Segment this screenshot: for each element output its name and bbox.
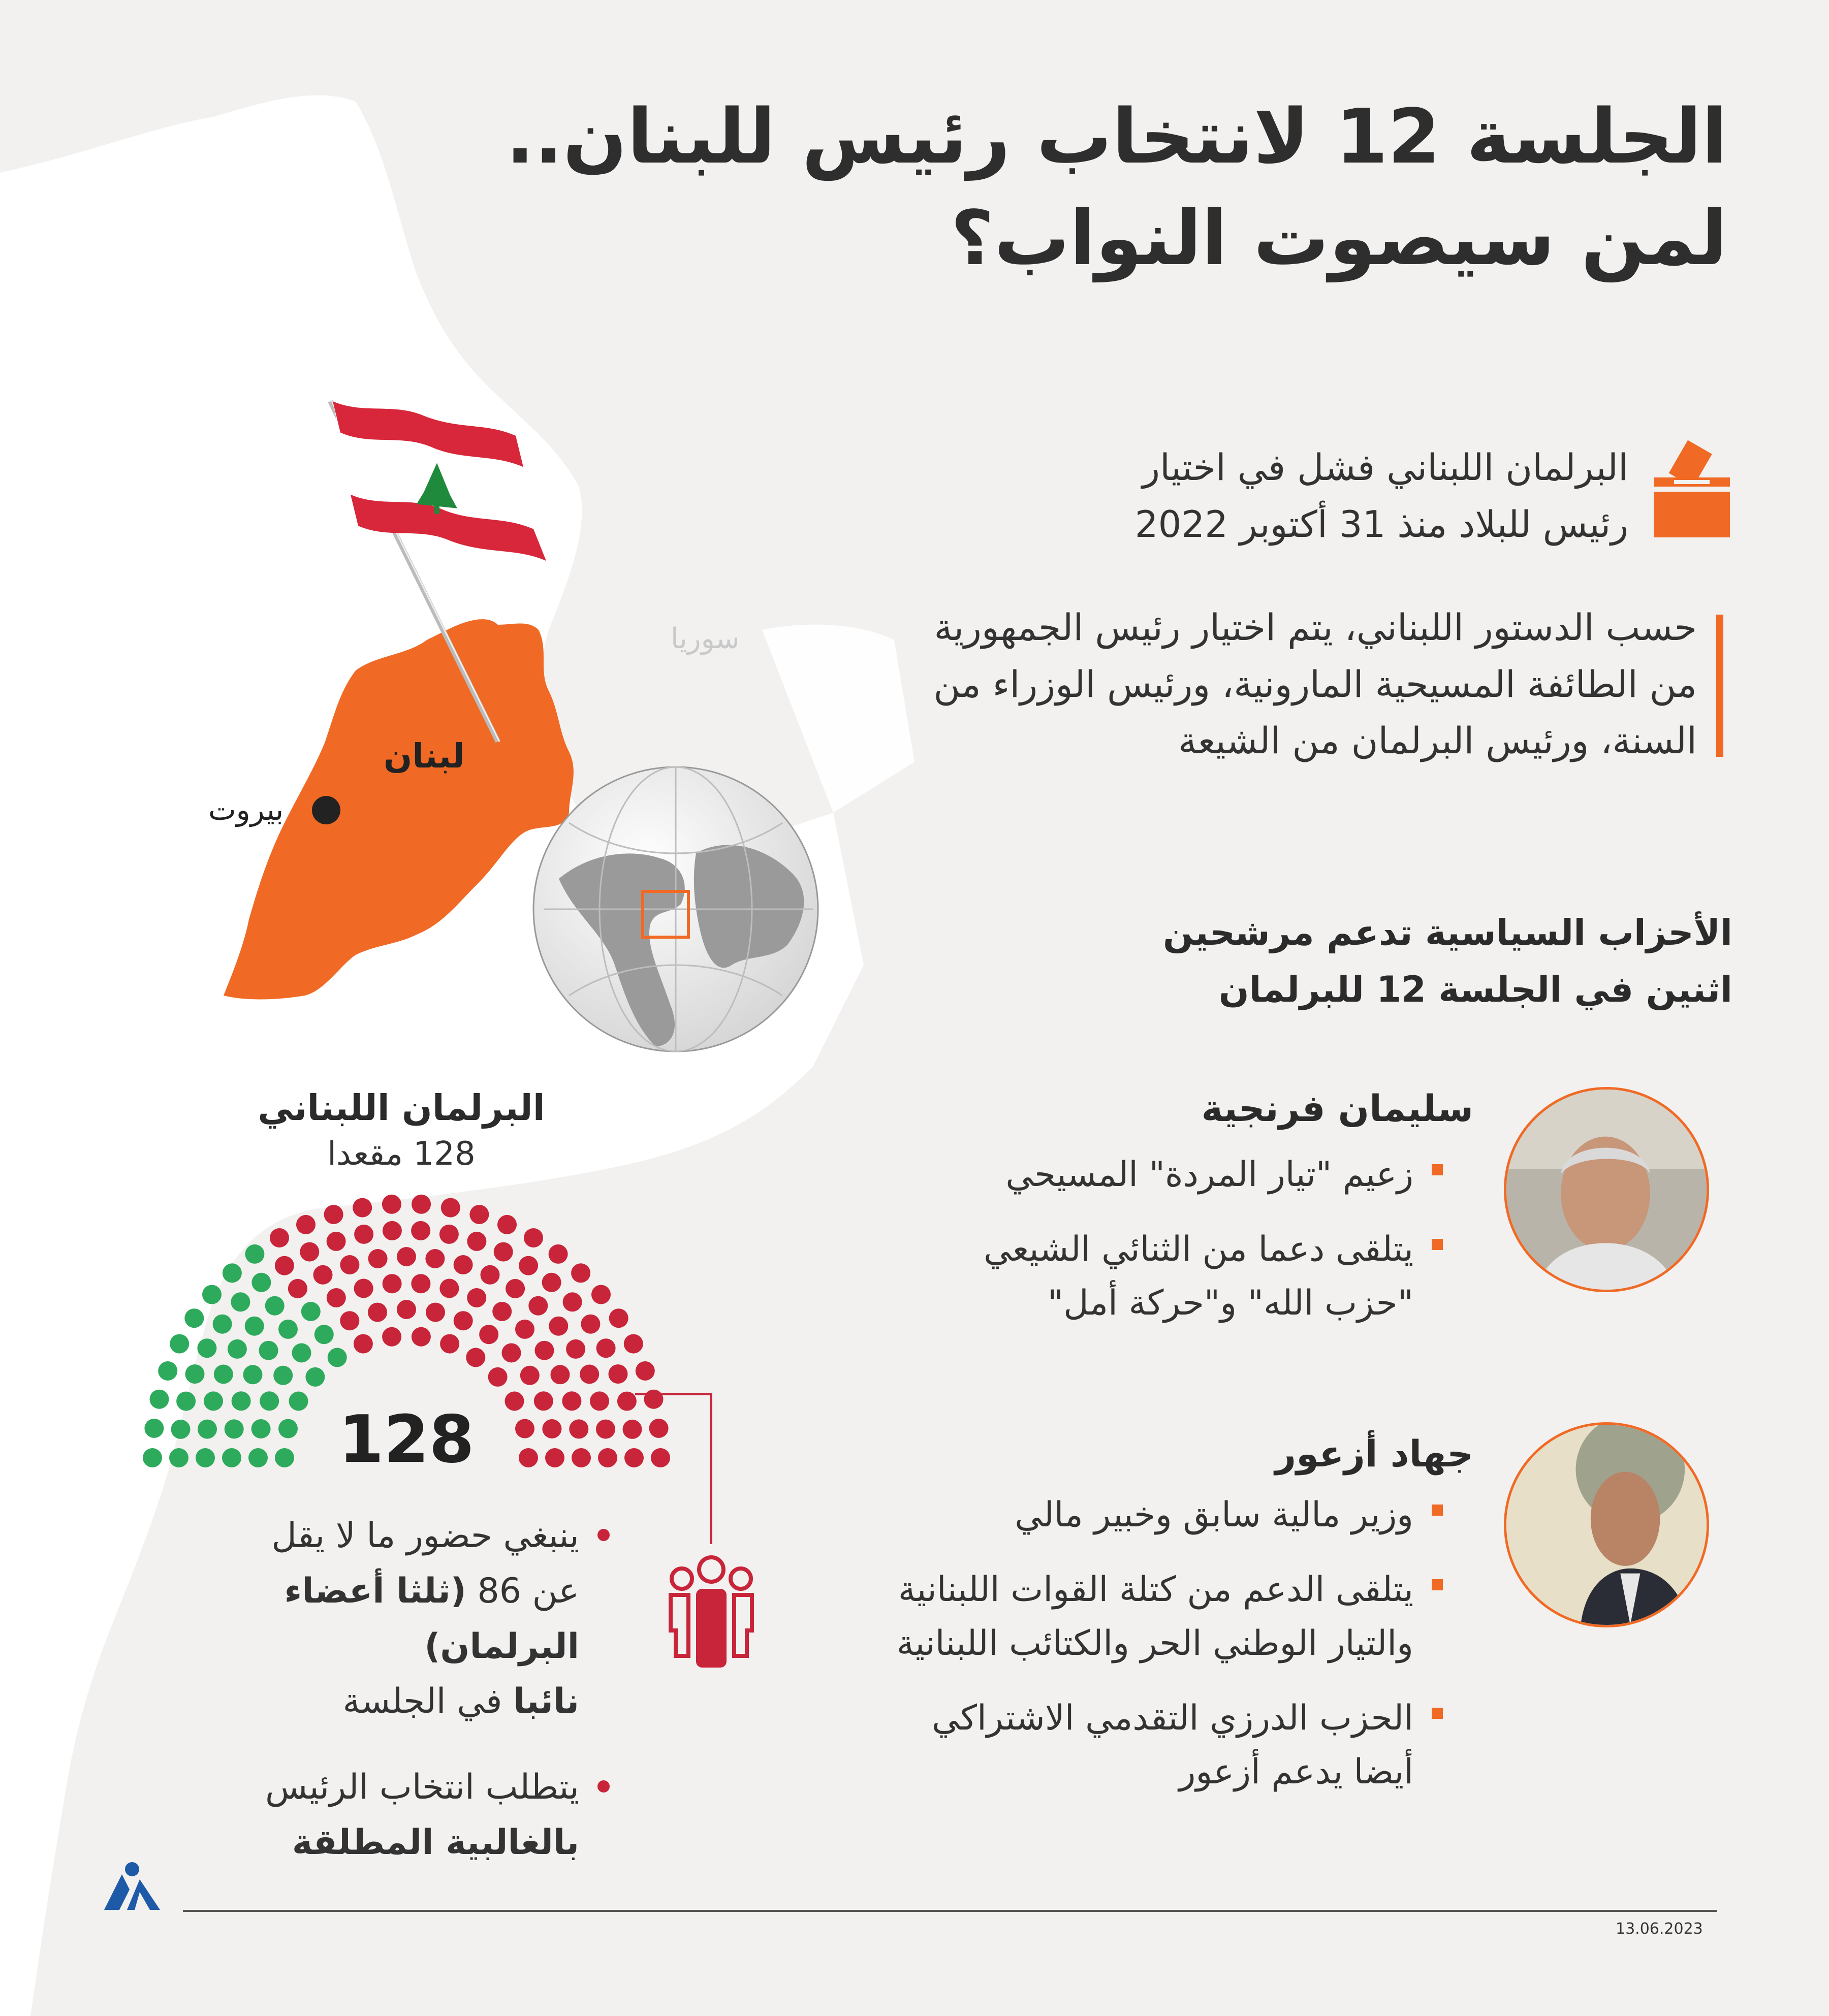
parliament-seat [469,1205,489,1224]
list-item: زعيم "تيار المردة" المسيحي [782,1148,1443,1201]
parliament-seat [440,1334,459,1354]
parliament-seat [519,1256,538,1275]
parliament-seat [353,1198,372,1218]
list-item: الحزب الدرزي التقدمي الاشتراكي أيضا يدعم أزعور [905,1691,1443,1799]
parliament-seat [383,1221,402,1240]
parliament-seat [273,1366,293,1385]
parliament-seat [591,1285,611,1304]
parliament-seat [439,1279,459,1298]
parliament-title: البرلمان اللبناني [258,1087,545,1129]
parliament-seat [494,1242,513,1262]
parliament-seat [228,1339,247,1359]
parliament-seat [609,1308,628,1328]
parliament-seat [185,1364,205,1384]
bullet-square-icon [1432,1239,1443,1250]
parliament-seat [411,1221,430,1240]
parliament-seat [571,1263,590,1283]
parliament-seat [259,1341,278,1360]
parliament-seat [596,1338,616,1358]
parliament-seat [534,1391,553,1411]
parliament-seat [479,1325,498,1344]
parliament-seat [288,1279,307,1298]
parliament-seat [506,1279,525,1298]
parliament-seat [551,1365,570,1384]
parliament-seat [515,1320,534,1339]
list-item: يتلقى دعما من الثنائي الشيعي "حزب الله" و"حركة أمل" [905,1223,1443,1330]
parliament-seat [598,1448,617,1467]
parliament-seat [213,1315,232,1334]
aa-logo [99,1844,165,1915]
parliament-seat [324,1205,343,1224]
candidate-2-name: جهاد أزعور [1275,1432,1473,1475]
beirut-label: بيروت [208,792,284,827]
constitution-accent-bar [1716,615,1723,757]
parliament-seat [382,1327,401,1347]
requirements-list [152,1509,610,1901]
parliament-seat [270,1228,289,1247]
parliament-seat [528,1296,548,1316]
parliament-seat [636,1361,655,1381]
parliament-seat [197,1338,216,1358]
parliament-seat [520,1366,540,1385]
parliament-seat [170,1334,189,1354]
parliament-seat [169,1448,188,1467]
parliament-seat [549,1244,568,1264]
parliament-seat [275,1256,294,1275]
parliament-seat [454,1311,473,1330]
parliament-seat [624,1334,643,1354]
parliament-seat [171,1420,191,1439]
parliament-seat [305,1367,325,1387]
parliament-seat [441,1198,460,1218]
title-line-1: الجلسة 12 لانتخاب رئيس للبنان.. [506,93,1727,180]
parliament-seat [505,1392,524,1411]
parliament-seat [368,1249,388,1268]
parliament-seat [368,1303,387,1322]
footer-divider [183,1910,1717,1912]
parliament-seat [328,1348,347,1367]
parliament-seat [327,1232,346,1251]
candidate-2-photo [1504,1422,1709,1627]
parliament-seat [580,1365,599,1384]
bullet-dot-icon [597,1780,610,1793]
parliament-seat [143,1448,162,1467]
parliament-seat [327,1288,346,1307]
parliament-seat [196,1448,215,1467]
parliament-seat [492,1302,512,1321]
bullet-square-icon [1432,1708,1443,1719]
parliament-seat [515,1419,534,1438]
parliament-seat [214,1365,233,1384]
parliament-seat [222,1448,241,1467]
parliament-seat [524,1228,543,1247]
parliament-seat [397,1300,416,1319]
bullet-dot-icon [597,1529,610,1541]
parliament-seat [144,1419,164,1438]
parliament-total: 128 [338,1402,475,1478]
bullet-square-icon [1432,1164,1443,1175]
candidate-1-photo [1504,1087,1709,1292]
list-item: ينبغي حضور ما لا يقل عن 86 (ثلثا أعضاء البرلمان) نائبا في الجلسة [152,1509,610,1730]
parliament-seat [202,1285,222,1304]
parliament-seat [569,1419,588,1438]
parliament-seat [354,1334,373,1354]
parliament-seat [481,1265,500,1285]
parliament-seat [566,1339,585,1359]
parliament-seat [232,1391,251,1411]
parliament-seat [383,1274,402,1293]
parliament-seat [243,1365,263,1384]
parliament-seat [519,1448,538,1467]
title-line-2: لمن سيصوت النواب؟ [950,194,1727,282]
parliament-seat [245,1244,264,1264]
parliament-seat [245,1317,264,1336]
parliament-seat [467,1232,486,1251]
parliament-seat [549,1317,568,1336]
parliament-seat [502,1343,521,1363]
parliament-seat [275,1448,294,1467]
parliament-seat [289,1392,308,1411]
parliament-seat [301,1302,321,1321]
parliament-seat [382,1195,401,1214]
parliament-seat [184,1308,204,1328]
ballot-box-icon [1649,432,1735,538]
parliament-seat [251,1419,271,1438]
bullet-square-icon [1432,1579,1443,1590]
parliament-seat [596,1420,615,1439]
parliament-seat [411,1274,430,1293]
parliament-seat [248,1448,268,1467]
parliament-seat [223,1263,242,1283]
lebanon-label: لبنان [384,737,465,776]
parliament-seat [397,1247,416,1266]
parliament-seat [545,1448,564,1467]
parliament-seat [542,1419,561,1438]
parliament-seat [466,1348,485,1367]
page-title [406,86,1727,290]
parliament-seat [225,1419,244,1438]
parliament-seat [425,1249,445,1268]
parliament-seat [572,1448,591,1467]
parliament-seat [198,1420,217,1439]
candidate-2-points [782,1488,1443,1820]
parliament-seat [340,1255,359,1274]
parliament-seat [354,1225,373,1244]
bullet-square-icon [1432,1505,1443,1516]
parliament-seat [176,1392,196,1411]
parliament-seat [265,1296,285,1316]
parliament-seat [278,1320,298,1339]
parliament-seat [488,1367,508,1387]
parliament-seat [563,1292,582,1311]
parliament-seat [467,1288,486,1307]
globe-icon [528,762,823,1057]
parliament-seat [292,1343,311,1363]
parliament-seat [609,1364,628,1384]
list-item: يتطلب انتخاب الرئيس بالغالبية المطلقة [152,1760,610,1871]
parliament-seats-label: 128 مقعدا [327,1135,476,1173]
parliament-seat [313,1265,333,1285]
parliament-seat [617,1392,637,1411]
parliament-seat [204,1391,223,1411]
parliament-seat [439,1225,459,1244]
parliament-seat [590,1391,609,1411]
parliament-seat [497,1215,517,1234]
parliament-seat [562,1391,581,1411]
people-icon [660,1554,762,1671]
parliament-seat [426,1303,445,1322]
parliament-seat [296,1215,316,1234]
candidate-1-points [782,1148,1443,1351]
parliament-seat [340,1311,359,1330]
parliament-seat [251,1273,271,1292]
parliament-seat [581,1315,600,1334]
constitution-text: حسب الدستور اللبناني، يتم اختيار رئيس الجمهورية من الطائفة المسيحية المارونية، ورئيس الوزراء من السنة، ورئيس البرلمان من الشيعة [933,606,1697,762]
parliament-seat [412,1327,431,1347]
parliament-seat [150,1390,169,1409]
parliament-seat [354,1279,373,1298]
parliament-seat [260,1391,279,1411]
parliament-seat [300,1242,319,1262]
connector-line [635,1392,716,1544]
list-item: وزير مالية سابق وخبير مالي [782,1488,1443,1542]
list-item: يتلقى الدعم من كتلة القوات اللبنانية والتيار الوطني الحر والكتائب اللبنانية [829,1563,1443,1670]
parliament-seat [542,1273,561,1292]
parliament-seat [314,1325,334,1344]
candidate-1-name: سليمان فرنجية [1201,1087,1473,1130]
parliament-seat [535,1341,554,1360]
parliament-seat [231,1292,250,1311]
parliament-seat [158,1361,177,1381]
intro-text: البرلمان اللبناني فشل في اختيار رئيس للبلاد منذ 31 أكتوبر 2022 [1134,446,1628,546]
parliament-seat [412,1195,431,1214]
parties-heading: الأحزاب السياسية تدعم مرشحين اثنين في الجلسة 12 للبرلمان [1163,912,1732,1010]
parliament-seat [454,1255,473,1274]
publish-date: 13.06.2023 [1616,1920,1703,1938]
parliament-seat [278,1419,298,1438]
syria-label: سوريا [671,622,740,655]
